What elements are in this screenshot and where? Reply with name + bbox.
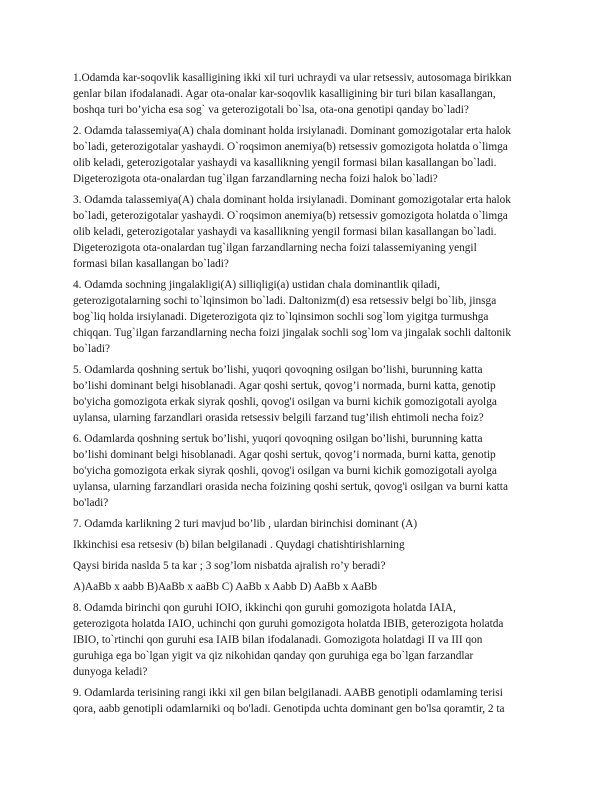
text-line: bo`ladi? <box>73 343 111 355</box>
text-line: Digeterozigota ota-onalardan tug`ilgan farzandlarning necha foizi halok bo`ladi? <box>73 173 438 185</box>
text-line: 3. Odamda talassemiya(A) chala dominant holda irsiylanadi. Dominant gomozigotalar erta halok <box>73 194 511 206</box>
paragraph <box>73 579 543 595</box>
text-line: qora, aabb genotipli odamlarniki oq bo'ladi. Genotipda uchta dominant gen bo'lsa qoramtir, 2 ta <box>73 703 505 715</box>
text-line: bo’lishi dominant belgi hisoblanadi. Agar qoshi sertuk, qovog’i normada, burni katta, genotip <box>73 449 496 461</box>
text-line: genlar bilan ifodalanadi. Agar ota-onalar kar-soqovlik kasalligining bir turi bilan kasallangan, <box>73 88 496 100</box>
document-body <box>73 70 543 722</box>
paragraph <box>73 192 543 272</box>
text-line: dunyoga keladi? <box>73 666 148 678</box>
paragraph <box>73 70 543 118</box>
paragraph <box>73 431 543 511</box>
text-line: A)AaBb x aabb B)AaBb x aaBb C) AaBb x Aabb D) AaBb x AaBb <box>73 581 378 593</box>
text-line: Qaysi birida naslda 5 ta kar ; 3 sog’lom nisbatda ajralish ro’y beradi? <box>73 560 386 572</box>
paragraph <box>73 516 543 532</box>
text-line: guruhiga ega bo`lgan yigit va qiz nikohidan qanday qon guruhiga ega bo`lgan farzandlar <box>73 650 474 662</box>
text-line: 1.Odamda kar-soqovlik kasalligining ikki xil turi uchraydi va ular retsessiv, autosomaga birikkan <box>73 72 512 84</box>
text-line: olib keladi, geterozigotalar yashaydi va kasallikning yengil formasi bilan kasallangan bo`ladi. <box>73 226 497 238</box>
text-line: IBIO, to`rtinchi qon guruhi esa IAIB bilan ifodalanadi. Gomozigota holatdagi II va III qon <box>73 634 483 646</box>
text-line: 6. Odamlarda qoshning sertuk bo’lishi, yuqori qovoqning osilgan bo’lishi, burunning katta <box>73 433 483 445</box>
text-line: boshqa turi bo’yicha esa sog` va geterozigotali bo`lsa, ota-ona genotipi qanday bo`ladi? <box>73 104 469 116</box>
text-line: bo’lishi dominant belgi hisoblanadi. Agar qoshi sertuk, qovog’i normada, burni katta, genotip <box>73 380 496 392</box>
text-line: 2. Odamda talassemiya(A) chala dominant holda irsiylanadi. Dominant gomozigotalar erta halok <box>73 125 511 137</box>
paragraph <box>73 537 543 553</box>
text-line: Ikkinchisi esa retsesiv (b) bilan belgilanadi . Quydagi chatishtirishlarning <box>73 539 405 551</box>
text-line: 9. Odamlarda terisining rangi ikki xil gen bilan belgilanadi. AABB genotipli odamlaming terisi <box>73 687 503 699</box>
paragraph <box>73 123 543 187</box>
text-line: 7. Odamda karlikning 2 turi mavjud bo’lib , ulardan birinchisi dominant (A) <box>73 518 418 530</box>
paragraph <box>73 558 543 574</box>
text-line: geterozigotalarning sochi to`lqinsimon bo`ladi. Daltonizm(d) esa retsessiv belgi bo`lib, jinsga <box>73 295 497 307</box>
paragraph <box>73 600 543 680</box>
text-line: formasi bilan kasallangan bo`ladi? <box>73 258 229 270</box>
text-line: 5. Odamlarda qoshning sertuk bo’lishi, yuqori qovoqning osilgan bo’lishi, burunning katta <box>73 364 483 376</box>
text-line: bog`liq holda irsiylanadi. Digeterozigota qiz to`lqinsimon sochli sog`lom yigitga turmushga <box>73 311 489 323</box>
text-line: bo`ladi, geterozigotalar yashaydi. O`roqsimon anemiya(b) retsessiv gomozigota holatda o`limga <box>73 210 508 222</box>
text-line: uylansa, ularning farzandlari orasida retsessiv belgili farzand tug’ilish ehtimoli necha foiz? <box>73 412 484 424</box>
text-line: bo'ladi? <box>73 497 109 509</box>
text-line: olib keladi, geterozigotalar yashaydi va kasallikning yengil formasi bilan kasallangan bo`ladi. <box>73 157 497 169</box>
text-line: bo'yicha gomozigota erkak siyrak qoshli, qovog'i osilgan va burni kichik gomozigotali ayolga <box>73 396 497 408</box>
text-line: 4. Odamda sochning jingalakligi(A) silliqligi(a) ustidan chala dominantlik qiladi, <box>73 279 441 291</box>
text-line: Digeterozigota ota-onalardan tug`ilgan farzandlarning necha foizi talassemiyaning yengil <box>73 242 477 254</box>
text-line: 8. Odamda birinchi qon guruhi IOIO, ikkinchi qon guruhi gomozigota holatda IAIA, <box>73 602 456 614</box>
paragraph <box>73 362 543 426</box>
text-line: bo`ladi, geterozigotalar yashaydi. O`roqsimon anemiya(b) retsessiv gomozigota holatda o`limga <box>73 141 508 153</box>
text-line: bo'yicha gomozigota erkak siyrak qoshli, qovog'i osilgan va burni kichik gomozigotali ayolga <box>73 465 497 477</box>
text-line: geterozigota holatda IAIO, uchinchi qon guruhi gomozigota holatda IBIB, geterozigota holatda <box>73 618 504 630</box>
paragraph <box>73 685 543 717</box>
text-line: uylansa, ularning farzandlari orasida necha foizining qoshi sertuk, qovog'i osilgan va burni katta <box>73 481 508 493</box>
paragraph <box>73 277 543 357</box>
text-line: chiqqan. Tug`ilgan farzandlarning necha foizi jingalak sochli sog`lom va jingalak sochli daltonik <box>73 327 511 339</box>
